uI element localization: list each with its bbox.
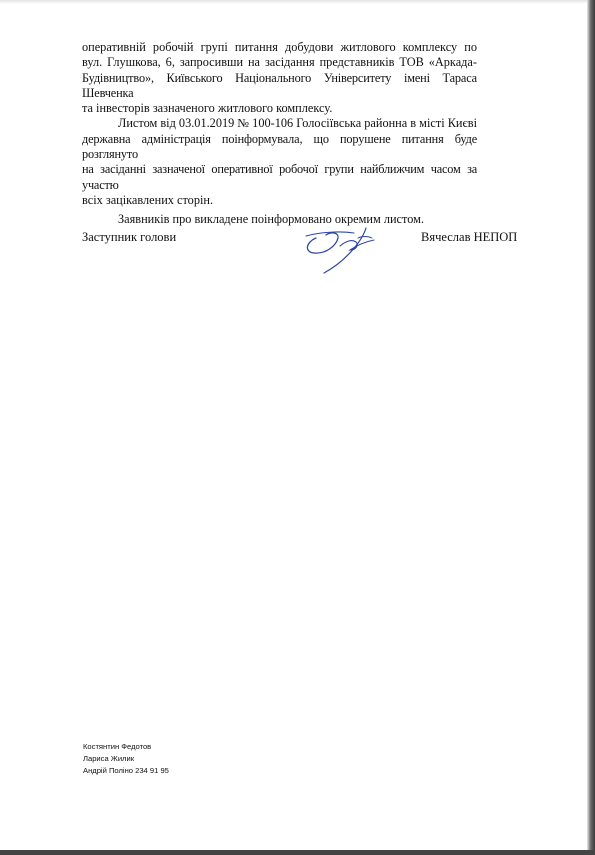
bottom-scan-edge <box>0 850 595 855</box>
signatory-title: Заступник голови <box>82 230 177 244</box>
paragraph-1-line-1: оперативній робочій групі питання добудови житлового комплексу по <box>82 40 477 54</box>
executor-line-1: Костянтин Федотов <box>83 742 152 751</box>
paragraph-2 <box>82 116 477 208</box>
paragraph-1-line-4: та інвесторів зазначеного житлового комплексу. <box>82 101 333 116</box>
paragraph-1-line-3: Будівництво», Київського Національного Університету імені Тараса Шевченка <box>82 70 477 100</box>
executor-line-3: Андрій Поліно 234 91 95 <box>83 766 169 775</box>
paragraph-3 <box>82 212 477 227</box>
top-scan-edge <box>0 0 595 4</box>
paragraph-2-line-2: державна адміністрація поінформувала, що порушене питання буде розглянуто <box>82 131 477 162</box>
paragraph-1-line-2: вул. Глушкова, 6, запросивши на засідання представників ТОВ «Аркада- <box>82 55 477 70</box>
paragraph-2-line-3: на засіданні зазначеної оперативної робочої групи найближчим часом за участю <box>82 162 477 192</box>
executor-line-2: Лариса Жилик <box>83 754 135 763</box>
signatory-name: Вячеслав НЕПОП <box>421 230 518 244</box>
paragraph-2-line-4: всіх зацікавлених сторін. <box>82 192 214 207</box>
paragraph-2-line-1: Листом від 03.01.2019 № 100-106 Голосіївська районна в місті Києві <box>118 116 477 131</box>
right-scan-shadow <box>587 0 595 855</box>
executors-block <box>83 741 169 777</box>
handwritten-signature-icon <box>296 216 388 278</box>
letter-body <box>82 40 477 228</box>
paragraph-3-line-1: Заявників про викладене поінформовано окремим листом. <box>118 212 424 227</box>
paragraph-1 <box>82 40 477 116</box>
